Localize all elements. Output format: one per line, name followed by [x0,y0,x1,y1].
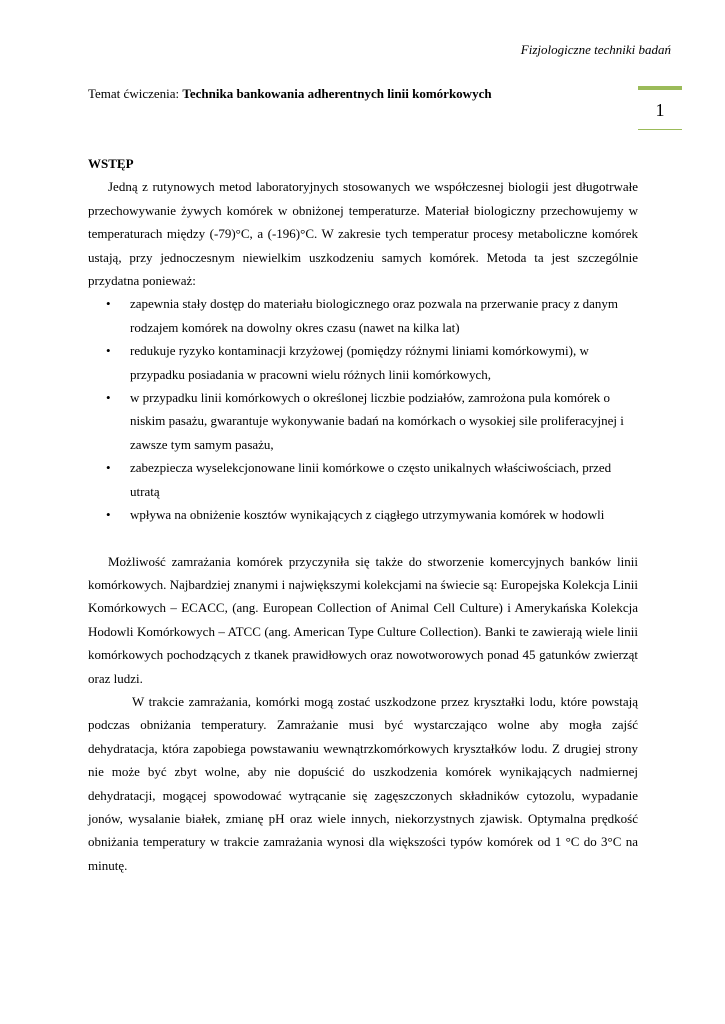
bullet-icon: • [106,343,111,359]
bullet-icon: • [106,390,111,406]
cell-banks-paragraph: Możliwość zamrażania komórek przyczyniła się także do stworzenie komercyjnych banków linii komórkowych. Najbardziej znanymi i największymi kolekcjami na świecie są: Europejska Kolekcja Linii Komórkowych – ECACC, (ang. European Collection of Animal Cell Culture) i Amerykańska Kolekcja Hodowli Komórkowych – ATCC (ang. American Type Culture Collection). Banki te zawierają wiele linii komórkowych pochodzących z tkanek prawidłowych oraz nowotworowych ponad 45 gatunków zwierząt oraz ludzi. [88,553,638,686]
list-item [88,386,638,456]
bullet-icon: • [106,507,111,523]
intro-paragraph: Jedną z rutynowych metod laboratoryjnych stosowanych we współczesnej biologii jest długotrwałe przechowywanie żywych komórek w obniżonej temperaturze. Materiał biologiczny przechowujemy w temperaturach między (-79)°C, a (-196)°C. W zakresie tych temperatur procesy metaboliczne komórek ustają, przy jednoczesnym niewielkim uszkodzeniu samych komórek. Metoda ta jest szczególnie przydatna ponieważ: [88,179,638,289]
list-item-text: zabezpiecza wyselekcjonowane linii komórkowe o często unikalnych właściwościach, przed utratą [130,460,612,499]
list-item-text: w przypadku linii komórkowych o określonej liczbie podziałów, zamrożona pula komórek o niskim pasażu, gwarantuje wykonywanie badań na komórkach o wysokiej sile proliferacyjnej i zawsze tym samym pasażu, [130,390,624,452]
benefits-list [88,292,638,526]
bullet-icon: • [106,296,111,312]
topic-label: Temat ćwiczenia: [88,86,180,101]
exercise-topic [88,86,492,102]
section-heading: WSTĘP [88,156,134,171]
list-item [88,292,638,339]
list-item [88,456,638,503]
list-item [88,339,638,386]
page-number-bottom-rule [638,129,682,130]
list-item-text: redukuje ryzyko kontaminacji krzyżowej (pomiędzy różnymi liniami komórkowymi), w przypadku posiadania w pracowni wielu różnych linii komórkowych, [130,343,589,382]
running-header: Fizjologiczne techniki badań [520,42,671,57]
page-number-top-rule [638,86,682,90]
freezing-paragraph: W trakcie zamrażania, komórki mogą zostać uszkodzone przez kryształki lodu, które powstają podczas obniżania temperatury. Zamrażanie musi być wystarczająco wolne aby mogła zajść dehydratacja, która zapobiega powstawaniu wewnątrzkomórkowych kryształków lodu. Z drugiej strony nie może być zbyt wolne, aby nie dopuścić do uszkodzenia komórek wynikających nadmiernej dehydratacji, mogącej spowodować wytrącanie się zagęszczonych składników cytozolu, wypadanie jonów, wysalanie białek, zmianę pH oraz wiele innych, niekorzystnych zjawisk. Optymalna prędkość obniżania temperatury w trakcie zamrażania wynosi dla większości typów komórek od 1 °C do 3°C na minutę. [88,693,638,873]
list-item-text: zapewnia stały dostęp do materiału biologicznego oraz pozwala na przerwanie pracy z danym rodzajem komórek na dowolny okres czasu (nawet na kilka lat) [130,296,619,335]
document-body [88,152,638,877]
page-number: 1 [655,100,665,120]
paragraph-spacer [88,527,638,550]
page-number-box [638,86,682,130]
list-item-text: wpływa na obniżenie kosztów wynikających z ciągłego utrzymywania komórek w hodowli [130,507,605,523]
bullet-icon: • [106,460,111,476]
list-item [88,503,638,526]
topic-title: Technika bankowania adherentnych linii komórkowych [182,86,492,101]
